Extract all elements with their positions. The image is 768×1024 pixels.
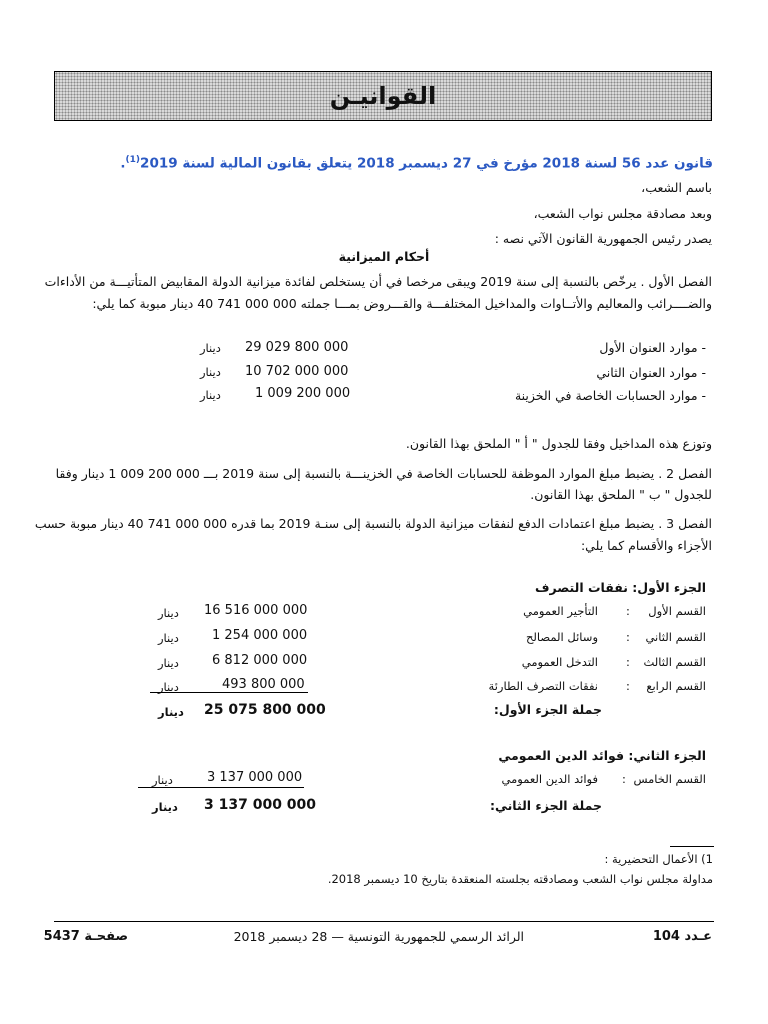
footer-rule bbox=[54, 921, 714, 922]
section-banner bbox=[54, 71, 712, 121]
part1-section-3: القسم الثالث bbox=[643, 655, 706, 669]
resource-label-3: - موارد الحسابات الخاصة في الخزينة bbox=[514, 388, 706, 403]
chapter1-line2: والضــــرائب والمعاليم والأتــاوات والمداخيل المختلفـــة والقـــروض بمـــا جملته 000 000 741 40 دينار مبوبة كما يلي: bbox=[92, 296, 712, 311]
preamble-line-3: يصدر رئيس الجمهورية القانون الآتي نصه : bbox=[494, 231, 712, 246]
footer-issue: عـدد 104 bbox=[652, 929, 712, 944]
part1-colon-1: : bbox=[626, 604, 630, 618]
part2-name-1: فوائد الدين العمومي bbox=[501, 772, 598, 786]
part1-amount-1: 16 516 000 000 bbox=[204, 603, 308, 618]
part2-total-amount: 3 137 000 000 bbox=[204, 797, 317, 813]
part1-colon-4: : bbox=[626, 679, 630, 693]
resource-unit-1: دينار bbox=[200, 341, 221, 355]
part2-total-rule bbox=[138, 787, 304, 788]
part1-amount-4: 493 800 000 bbox=[222, 677, 305, 692]
footnote-line-1: 1) الأعمال التحضيرية : bbox=[604, 852, 713, 866]
part2-amount-1: 3 137 000 000 bbox=[207, 770, 303, 785]
resource-amount-2: 10 702 000 000 bbox=[245, 364, 349, 379]
distribution-text: وتوزع هذه المداخيل وفقا للجدول " أ " الملحق بهذا القانون. bbox=[405, 436, 712, 451]
part2-unit-1: دينار bbox=[152, 773, 173, 787]
part1-amount-3: 6 812 000 000 bbox=[212, 653, 308, 668]
chapter3-line2: الأجزاء والأقسام كما يلي: bbox=[580, 538, 712, 553]
part1-total-label: جملة الجزء الأول: bbox=[493, 702, 602, 717]
resource-unit-3: دينار bbox=[200, 388, 221, 402]
part2-section-1: القسم الخامس bbox=[633, 772, 706, 786]
part1-section-2: القسم الثاني bbox=[645, 630, 706, 644]
footnote-ref: (1) bbox=[125, 155, 141, 165]
law-title-end: . bbox=[120, 155, 126, 172]
preamble-line-1: باسم الشعب، bbox=[641, 180, 712, 195]
chapter1-line1: الفصل الأول . يرخّص بالنسبة إلى سنة 2019 ويبقى مرخصا في أن يستخلص لفائدة ميزانية الدولة المقابيض المتأتيـــة من الأداءات bbox=[44, 274, 712, 289]
part1-amount-2: 1 254 000 000 bbox=[212, 628, 308, 643]
part2-total-unit: دينار bbox=[152, 800, 178, 814]
resource-label-2: - موارد العنوان الثاني bbox=[596, 365, 706, 380]
resource-amount-1: 29 029 800 000 bbox=[245, 340, 349, 355]
part1-unit-4: دينار bbox=[158, 680, 179, 694]
resource-unit-2: دينار bbox=[200, 365, 221, 379]
part1-unit-2: دينار bbox=[158, 631, 179, 645]
footnote-rule bbox=[670, 846, 714, 847]
part1-unit-1: دينار bbox=[158, 606, 179, 620]
footer-page: صفحـة 5437 bbox=[43, 929, 128, 944]
chapter3-line1: الفصل 3 . يضبط مبلغ اعتمادات الدفع لنفقات ميزانية الدولة بالنسبة إلى سنـة 2019 بما قدره 000 000 741 40 دينار مبوبة حسب bbox=[34, 516, 712, 531]
part1-heading: الجزء الأول: نفقات التصرف bbox=[534, 580, 706, 595]
part1-unit-3: دينار bbox=[158, 656, 179, 670]
part1-total-rule bbox=[150, 692, 308, 693]
footnote-line-2: مداولة مجلس نواب الشعب ومصادقته بجلسته المنعقدة بتاريخ 10 ديسمبر 2018. bbox=[327, 872, 713, 886]
banner-title: القوانيـن bbox=[329, 82, 437, 110]
part1-name-2: وسائل المصالح bbox=[525, 630, 598, 644]
part1-section-1: القسم الأول bbox=[648, 604, 706, 618]
part1-name-3: التدخل العمومي bbox=[521, 655, 598, 669]
footer-journal: الرائد الرسمي للجمهورية التونسية — 28 ديسمبر 2018 bbox=[233, 929, 524, 944]
part2-heading: الجزء الثاني: فوائد الدين العمومي bbox=[498, 748, 706, 763]
part1-section-4: القسم الرابع bbox=[646, 679, 706, 693]
part1-name-4: نفقات التصرف الطارئة bbox=[488, 679, 598, 693]
resource-label-1: - موارد العنوان الأول bbox=[599, 340, 706, 355]
law-title-text: قانون عدد 56 لسنة 2018 مؤرخ في 27 ديسمبر 2018 يتعلق بقانون المالية لسنة 2019 bbox=[140, 155, 713, 172]
part1-colon-2: : bbox=[626, 630, 630, 644]
part1-name-1: التأجير العمومي bbox=[523, 604, 598, 618]
chapter2-line1: الفصل 2 . يضبط مبلغ الموارد الموظفة للحسابات الخاصة في الخزينـــة بالنسبة إلى سنة 2019 بـــ 000 200 009 1 دينار وفقا bbox=[55, 466, 712, 481]
part1-total-amount: 25 075 800 000 bbox=[204, 702, 326, 718]
section-heading: أحكام الميزانية bbox=[338, 249, 430, 264]
law-title bbox=[120, 155, 713, 172]
chapter2-line2: للجدول " ب " الملحق بهذا القانون. bbox=[530, 487, 712, 502]
part2-total-label: جملة الجزء الثاني: bbox=[489, 798, 602, 813]
resource-amount-3: 1 009 200 000 bbox=[255, 386, 351, 401]
preamble-line-2: وبعد مصادقة مجلس نواب الشعب، bbox=[533, 206, 712, 221]
part1-total-unit: دينار bbox=[158, 705, 184, 719]
part2-colon-1: : bbox=[622, 772, 626, 786]
part1-colon-3: : bbox=[626, 655, 630, 669]
